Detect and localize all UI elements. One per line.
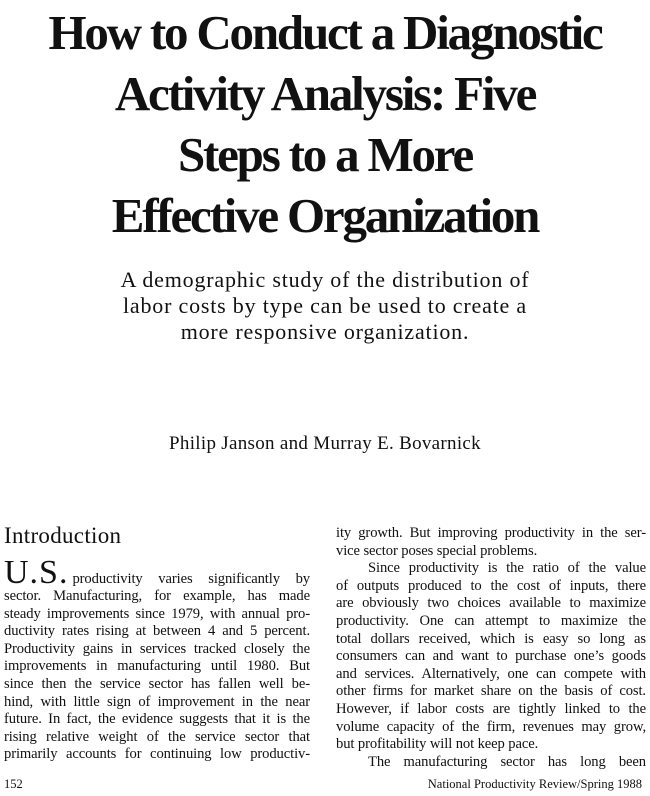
- text-line: of outputs produced to the cost of inputs, there: [336, 577, 646, 594]
- text-line: rising relative weight of the service sector that: [4, 728, 310, 745]
- text-line: consumers can and want to purchase one’s goods: [336, 648, 646, 665]
- text-line: total dollars received, which is easy so long as: [336, 630, 646, 647]
- text-line: improvements in manufacturing until 1980. But: [4, 658, 310, 675]
- text-line: vice sector poses special problems.: [336, 542, 538, 559]
- page-number: 152: [4, 777, 23, 791]
- text-line: productivity. One can attempt to maximize the: [336, 612, 646, 629]
- text-line: However, if labor costs are tightly linked to the: [336, 700, 646, 717]
- text-line: sector. Manufacturing, for example, has made: [4, 588, 310, 604]
- article-title: [0, 2, 650, 246]
- author-byline: Philip Janson and Murray E. Bovarnick: [169, 433, 481, 454]
- text-line: Since productivity is the ratio of the value: [368, 560, 646, 577]
- section-heading-introduction: Introduction: [4, 523, 122, 548]
- text-line: ductivity rates rising at between 4 and 5 percent.: [4, 623, 310, 640]
- text-line: steady improvements since 1979, with annual pro-: [4, 605, 310, 622]
- text-line: are obviously two choices available to maximize: [336, 595, 646, 612]
- subtitle-line: labor costs by type can be used to create a: [123, 293, 527, 318]
- text-line: volume capacity of the firm, revenues may grow,: [336, 718, 646, 735]
- journal-footer: National Productivity Review/Spring 1988: [427, 777, 642, 791]
- subtitle-line: more responsive organization.: [180, 319, 470, 344]
- dropcap-line: [4, 554, 310, 591]
- text-line: The manufacturing sector has long been: [368, 753, 646, 770]
- article-subtitle: [0, 267, 650, 345]
- text-line: hind, with little sign of improvement in the near: [4, 693, 310, 710]
- text-line: since then the service sector has fallen well be-: [4, 675, 310, 692]
- dropcap: U.S.: [4, 554, 69, 591]
- text-line: future. In fact, the evidence suggests that it is the: [4, 711, 310, 728]
- title-line: Effective Organization: [111, 188, 539, 243]
- left-text-column: [4, 554, 310, 764]
- right-text-column: [336, 525, 646, 771]
- text-line: productivity varies significantly by: [72, 571, 310, 587]
- title-line: Steps to a More: [177, 127, 473, 182]
- text-line: primarily accounts for continuing low productiv-: [4, 746, 310, 763]
- text-line: other firms for market share on the basis of cost.: [336, 683, 646, 700]
- text-line: Productivity gains in services tracked closely the: [4, 640, 310, 657]
- title-line: How to Conduct a Diagnostic: [48, 5, 602, 60]
- title-line: Activity Analysis: Five: [114, 66, 536, 121]
- text-line: but profitability will not keep pace.: [336, 736, 539, 753]
- text-line: and services. Alternatively, one can compete with: [336, 665, 646, 682]
- text-line: ity growth. But improving productivity in the ser-: [336, 525, 646, 541]
- subtitle-line: A demographic study of the distribution of: [120, 267, 530, 292]
